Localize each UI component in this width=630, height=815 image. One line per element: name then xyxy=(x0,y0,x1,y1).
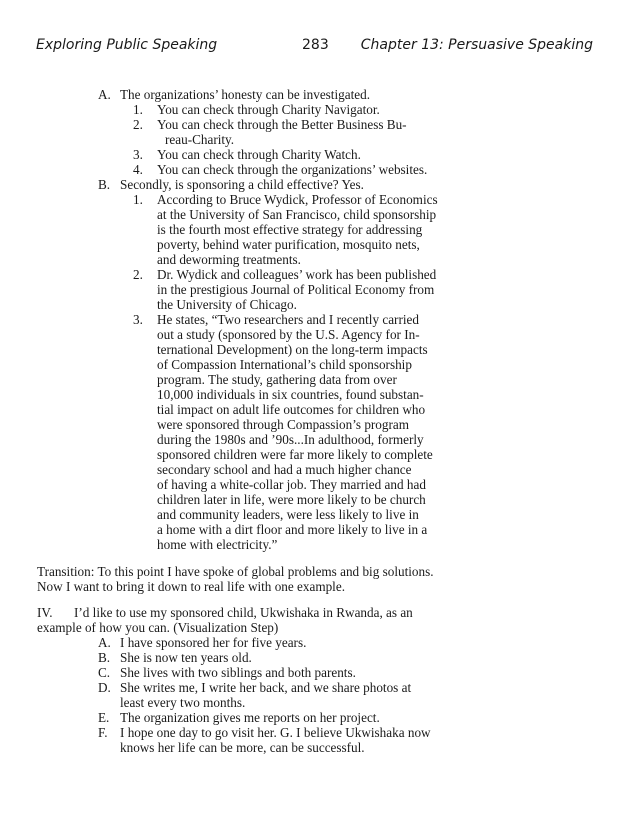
list-item: She is now ten years old. xyxy=(120,650,252,665)
list-item: She writes me, I write her back, and we share photos at xyxy=(120,680,412,695)
outline-marker: A. xyxy=(98,635,111,650)
list-number: 3. xyxy=(133,312,143,327)
list-item: I hope one day to go visit her. G. I believe Ukwishaka now xyxy=(120,725,431,740)
quote-line: sponsored children were far more likely to complete xyxy=(157,447,433,462)
outline-marker-IV: IV. xyxy=(37,605,53,620)
quote-line: program. The study, gathering data from over xyxy=(157,372,397,387)
outline-item-A: The organizations’ honesty can be investigated. xyxy=(120,87,370,102)
quote-line: home with electricity.” xyxy=(157,537,278,552)
list-item: The organization gives me reports on her project. xyxy=(120,710,380,725)
quote-line: were sponsored through Compassion’s program xyxy=(157,417,409,432)
quote-line: a home with a dirt floor and more likely to live in a xyxy=(157,522,428,537)
list-item: She lives with two siblings and both parents. xyxy=(120,665,356,680)
list-item-continuation: reau-Charity. xyxy=(165,132,235,147)
list-item: You can check through Charity Watch. xyxy=(157,147,361,162)
transition-text: Transition: To this point I have spoke of global problems and big solutions. xyxy=(37,564,434,579)
quote-line: ternational Development) on the long-term impacts xyxy=(157,342,428,357)
outline-marker-B: B. xyxy=(98,177,111,192)
quote-line: secondary school and had a much higher chance xyxy=(157,462,412,477)
list-number: 2. xyxy=(133,267,143,282)
outline-marker-A: A. xyxy=(98,87,111,102)
list-item-line: least every two months. xyxy=(120,695,246,710)
page-number: 283 xyxy=(302,37,329,53)
list-item-line: the University of Chicago. xyxy=(157,297,297,312)
list-item: You can check through the Better Business Bu- xyxy=(157,117,407,132)
list-item: According to Bruce Wydick, Professor of Economics xyxy=(157,192,438,207)
list-number: 1. xyxy=(133,192,143,207)
list-item: You can check through the organizations’ websites. xyxy=(157,162,428,177)
quote-line: children later in life, were more likely to be church xyxy=(157,492,426,507)
outline-item-B: Secondly, is sponsoring a child effective? Yes. xyxy=(120,177,364,192)
outline-marker: E. xyxy=(98,710,110,725)
list-item: You can check through Charity Navigator. xyxy=(157,102,380,117)
transition-text: Now I want to bring it down to real life with one example. xyxy=(37,579,346,594)
list-item: Dr. Wydick and colleagues’ work has been published xyxy=(157,267,437,282)
quote-line: 10,000 individuals in six countries, found substan- xyxy=(157,387,424,402)
outline-marker: B. xyxy=(98,650,111,665)
quote-line: of Compassion International’s child sponsorship xyxy=(157,357,412,372)
list-item-line: knows her life can be more, can be successful. xyxy=(120,740,365,755)
list-item-line: in the prestigious Journal of Political Economy from xyxy=(157,282,435,297)
list-item-line: and deworming treatments. xyxy=(157,252,301,267)
list-number: 4. xyxy=(133,162,143,177)
list-item-line: poverty, behind water purification, mosquito nets, xyxy=(157,237,420,252)
outline-item-IV-line: example of how you can. (Visualization Step) xyxy=(37,620,279,635)
outline-marker: F. xyxy=(98,725,108,740)
running-header-chapter: Chapter 13: Persuasive Speaking xyxy=(360,37,593,53)
quote-line: He states, “Two researchers and I recently carried xyxy=(157,312,419,327)
outline-marker: D. xyxy=(98,680,111,695)
list-number: 3. xyxy=(133,147,143,162)
running-header-book-title: Exploring Public Speaking xyxy=(36,37,218,53)
outline-item-IV: I’d like to use my sponsored child, Ukwishaka in Rwanda, as an xyxy=(74,605,413,620)
outline-marker: C. xyxy=(98,665,111,680)
list-number: 1. xyxy=(133,102,143,117)
quote-line: during the 1980s and ’90s...In adulthood, formerly xyxy=(157,432,424,447)
quote-line: out a study (sponsored by the U.S. Agency for In- xyxy=(157,327,420,342)
list-item: I have sponsored her for five years. xyxy=(120,635,307,650)
quote-line: of having a white-collar job. They married and had xyxy=(157,477,426,492)
list-item-line: is the fourth most effective strategy for addressing xyxy=(157,222,423,237)
quote-line: tial impact on adult life outcomes for children who xyxy=(157,402,426,417)
quote-line: and community leaders, were less likely to live in xyxy=(157,507,419,522)
list-number: 2. xyxy=(133,117,143,132)
list-item-line: at the University of San Francisco, child sponsorship xyxy=(157,207,437,222)
